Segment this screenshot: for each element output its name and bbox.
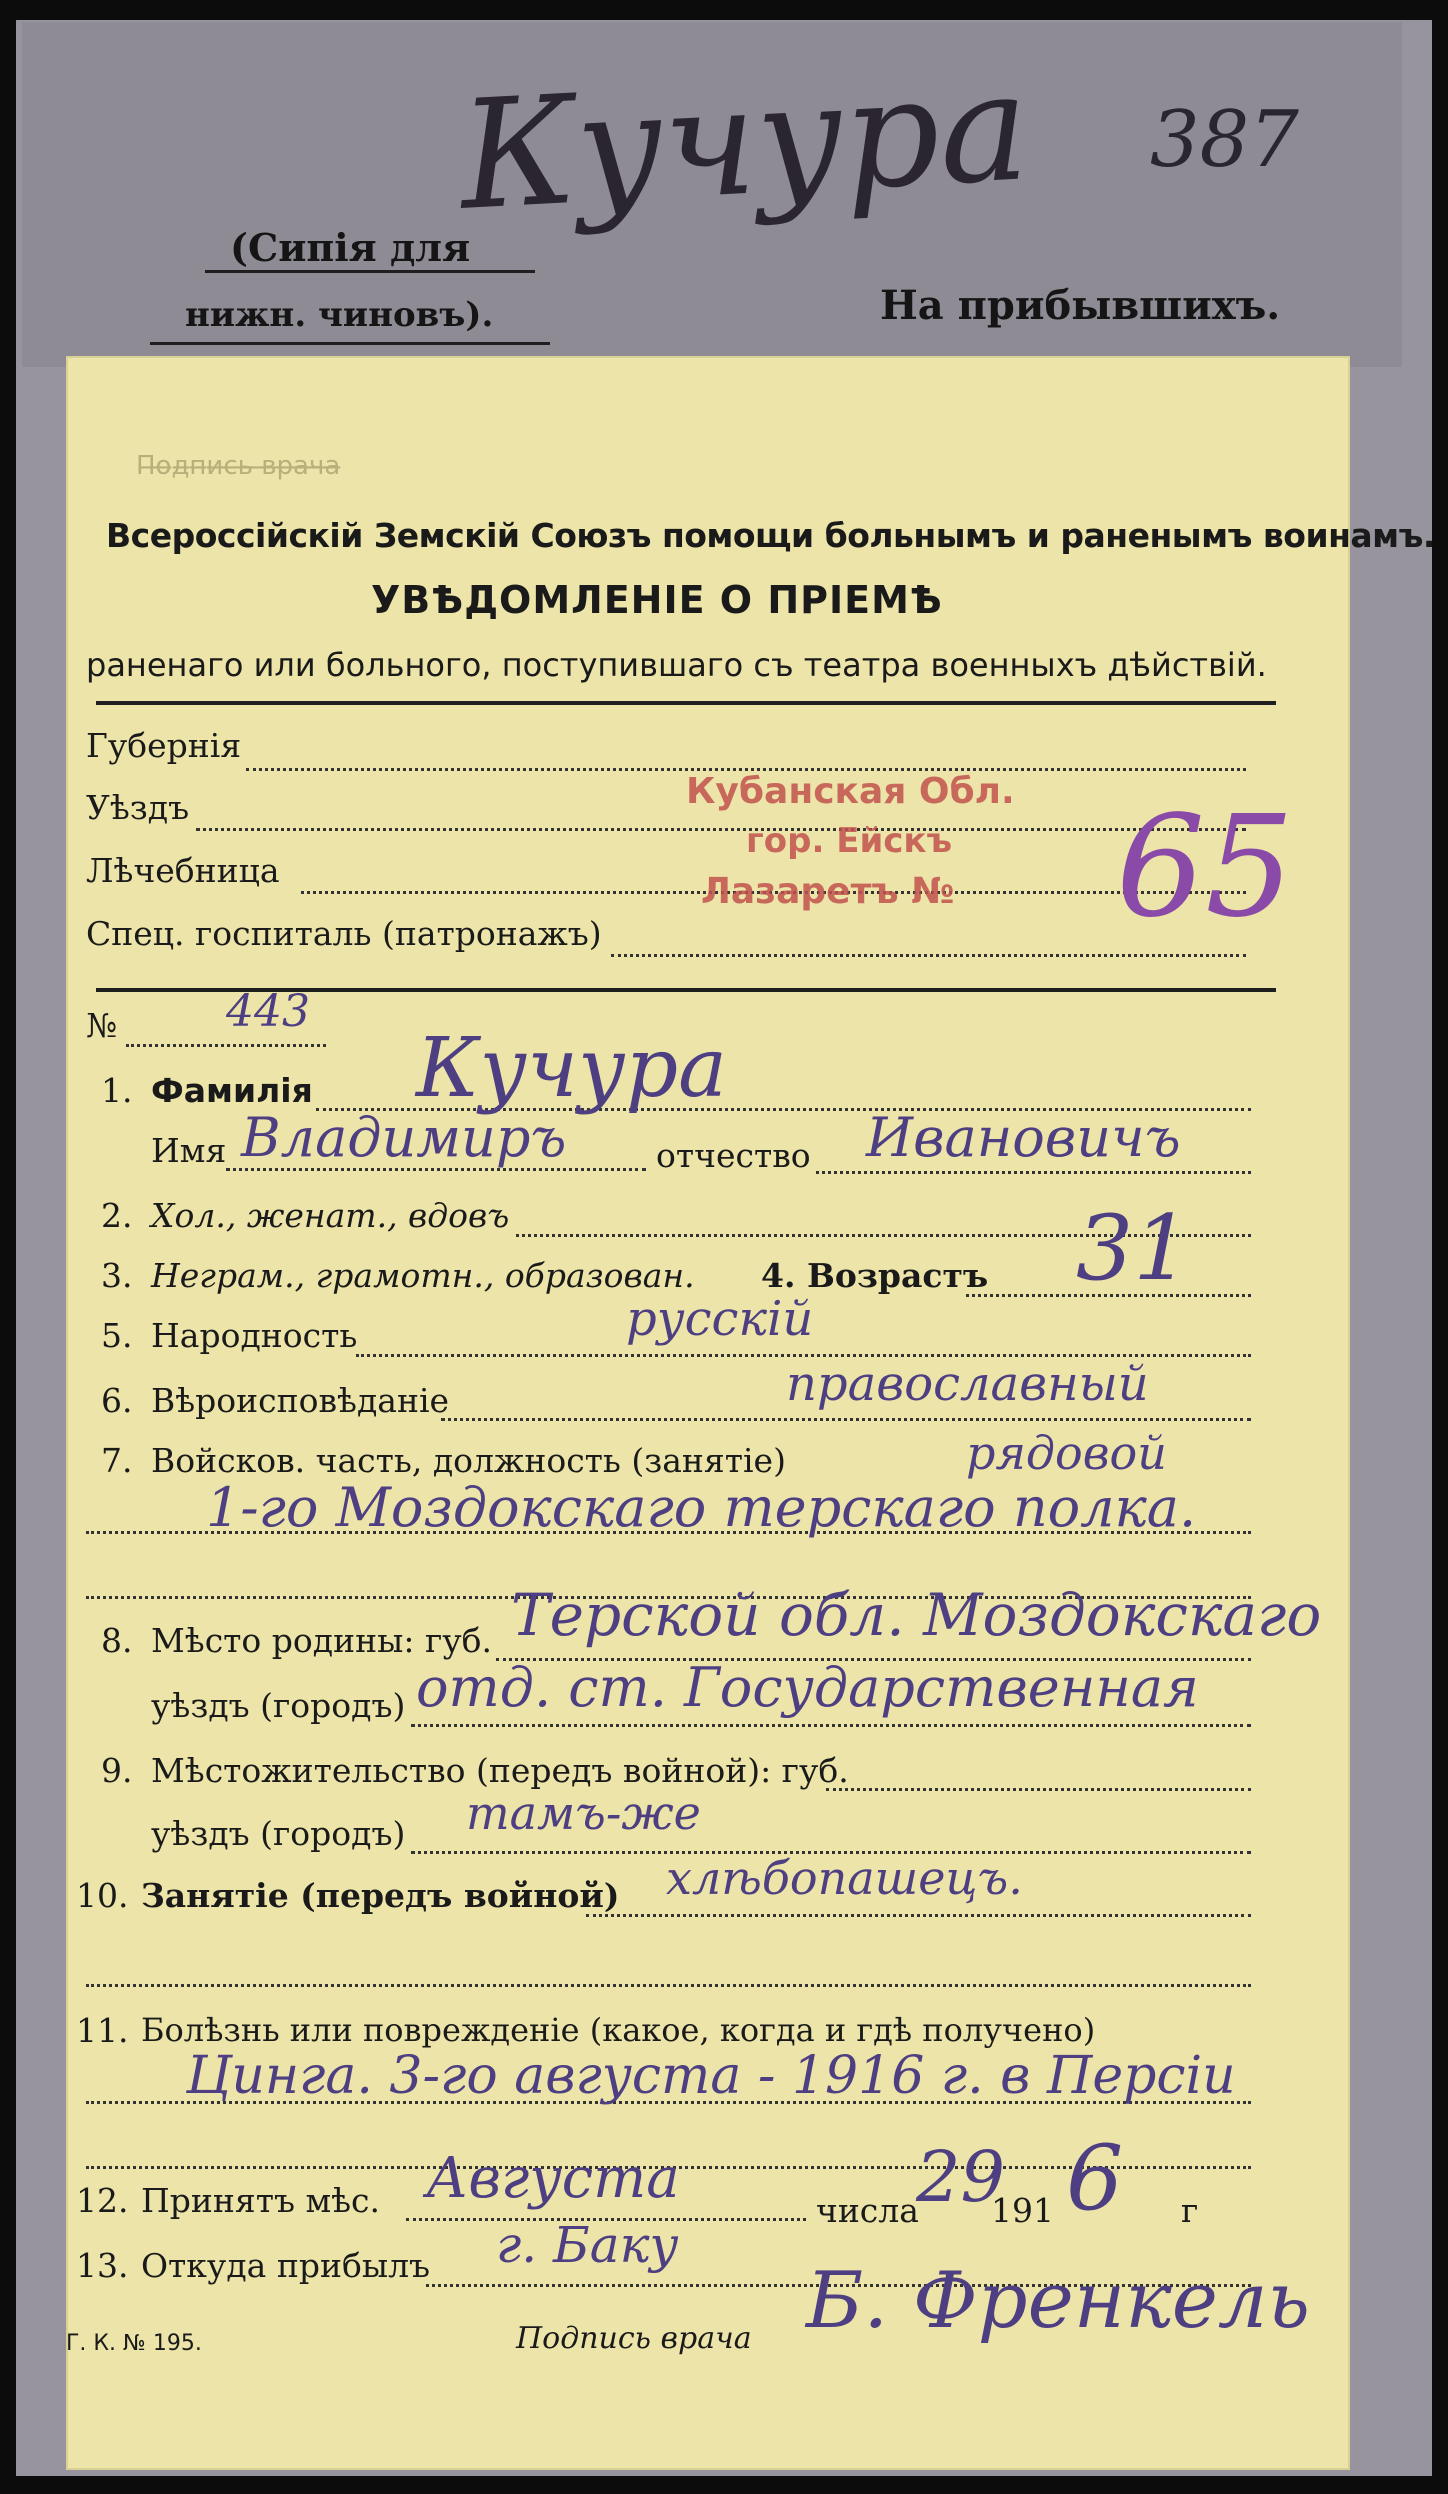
form-title: УВѢДОМЛЕНІЕ О ПРІЕМѢ xyxy=(371,578,943,622)
stamp-hospital-number: 65 xyxy=(1116,786,1295,949)
admission-card xyxy=(66,356,1435,2470)
f8b-dots xyxy=(411,1724,1251,1727)
record-number-label: № xyxy=(86,1006,118,1045)
f3-label: Неграм., грамотн., образован. xyxy=(151,1256,695,1295)
stamp-line-region: Кубанская Обл. xyxy=(686,771,1015,812)
f10-number: 10. xyxy=(76,1876,129,1915)
f9b-value: тамъ-же xyxy=(466,1786,701,1840)
f13-number: 13. xyxy=(76,2246,129,2285)
f1-label-text: Фамилія xyxy=(151,1071,313,1110)
f12-month-value: Августа xyxy=(426,2146,680,2211)
f11-number: 11. xyxy=(76,2011,129,2050)
stamp-line-lazaret: Лазаретъ № xyxy=(701,871,955,912)
f3-number: 3. xyxy=(101,1256,133,1295)
f12-year-suffix: г xyxy=(1181,2191,1199,2230)
patronymic-dots xyxy=(816,1171,1251,1174)
f10-value: хлѣбопашецъ. xyxy=(666,1851,1023,1905)
f12-number: 12. xyxy=(76,2181,129,2220)
f5-label: Народность xyxy=(151,1316,358,1355)
f9-label: Мѣстожительство (передъ войной): губ. xyxy=(151,1751,849,1790)
copy-note-underline1 xyxy=(205,270,535,273)
f13-label: Откуда прибылъ xyxy=(141,2246,431,2285)
f1-label xyxy=(151,1071,313,1110)
copy-note-underline2 xyxy=(150,342,550,345)
f8-value: Терской обл. Моздокскаго xyxy=(511,1581,1322,1649)
f12-day-label: числа xyxy=(816,2191,919,2230)
f4-age-value: 31 xyxy=(1076,1196,1191,1301)
f8b-label: уѣздъ (городъ) xyxy=(151,1686,406,1725)
copy-note-line2: нижн. чиновъ). xyxy=(185,295,494,335)
patronymic-value: Ивановичъ xyxy=(866,1106,1181,1169)
f2-number: 2. xyxy=(101,1196,133,1235)
f4-label: 4. Возрастъ xyxy=(761,1256,989,1295)
f7-number: 7. xyxy=(101,1441,133,1480)
record-number-dots xyxy=(126,1044,326,1047)
f7-label: Войсков. часть, должность (занятіе) xyxy=(151,1441,786,1480)
uezd-label: Уѣздъ xyxy=(86,788,190,827)
f2-label: Хол., женат., вдовъ xyxy=(151,1196,510,1235)
arrived-label: На прибывшихъ. xyxy=(880,282,1281,329)
f7-value-unit: 1-го Моздокскаго терскаго полка. xyxy=(206,1476,1197,1539)
special-hospital-label: Спец. госпиталь (патронажъ) xyxy=(86,914,602,953)
f11-value: Цинга. 3-го августа - 1916 г. в Персіи xyxy=(186,2046,1236,2106)
f11-label: Болѣзнь или поврежденіе (какое, когда и гдѣ получено) xyxy=(141,2011,1096,2049)
f5-value: русскій xyxy=(626,1291,814,1347)
f9-dots xyxy=(826,1788,1251,1791)
f12-year-digit: 6 xyxy=(1066,2126,1124,2231)
f10-dots-2 xyxy=(86,1984,1251,1987)
f12-label: Принятъ мѣс. xyxy=(141,2181,380,2220)
hospital-label: Лѣчебница xyxy=(86,851,280,890)
f7-value-position: рядовой xyxy=(966,1426,1167,1480)
f6-label: Вѣроисповѣданіе xyxy=(151,1381,450,1420)
f9b-label: уѣздъ (городъ) xyxy=(151,1814,406,1853)
gubernia-label: Губернія xyxy=(86,726,242,765)
org-header: Всероссійскій Земскій Союзъ помощи больнымъ и раненымъ воинамъ. xyxy=(106,516,1435,555)
faint-bleed-text-1: П̶о̶д̶п̶и̶с̶ь̶ ̶в̶р̶а̶ч̶а̶ xyxy=(136,451,341,481)
form-subtitle: раненаго или больного, поступившаго съ театра военныхъ дѣйствій. xyxy=(86,646,1267,684)
form-code: Г. К. № 195. xyxy=(66,2331,202,2356)
doctor-signature: Б. Френкель xyxy=(806,2256,1310,2346)
special-hospital-dots xyxy=(611,954,1246,957)
signature-label: Подпись врача xyxy=(516,2321,752,2356)
f6-value: православный xyxy=(786,1356,1149,1412)
f13-value: г. Баку xyxy=(496,2216,679,2274)
folder-number: 387 xyxy=(1150,95,1299,185)
f6-dots xyxy=(441,1418,1251,1421)
f8-number: 8. xyxy=(101,1621,133,1660)
f10-label: Занятіе (передъ войной) xyxy=(141,1876,620,1915)
copy-note-line1: (Сипія для xyxy=(230,225,471,270)
header-rule-1 xyxy=(96,701,1276,705)
uezd-dots xyxy=(196,828,1246,831)
f5-number: 5. xyxy=(101,1316,133,1355)
folder-surname: Кучура xyxy=(455,40,1034,244)
name-value: Владимиръ xyxy=(241,1106,567,1169)
record-number-value: 443 xyxy=(226,986,310,1037)
f8b-value: отд. ст. Государственная xyxy=(416,1656,1199,1719)
f8-label: Мѣсто родины: губ. xyxy=(151,1621,493,1660)
f12-year-prefix: 191 xyxy=(991,2191,1054,2230)
name-label: Имя xyxy=(151,1131,227,1170)
f12-day-value: 29 xyxy=(916,2136,1006,2218)
f1-number: 1. xyxy=(101,1071,133,1110)
patronymic-label: отчество xyxy=(656,1136,811,1175)
stamp-line-city: гор. Ейскъ xyxy=(746,821,953,861)
f6-number: 6. xyxy=(101,1381,133,1420)
f10-dots xyxy=(586,1914,1251,1917)
f1-surname-value: Кучура xyxy=(416,1021,727,1116)
f9-number: 9. xyxy=(101,1751,133,1790)
